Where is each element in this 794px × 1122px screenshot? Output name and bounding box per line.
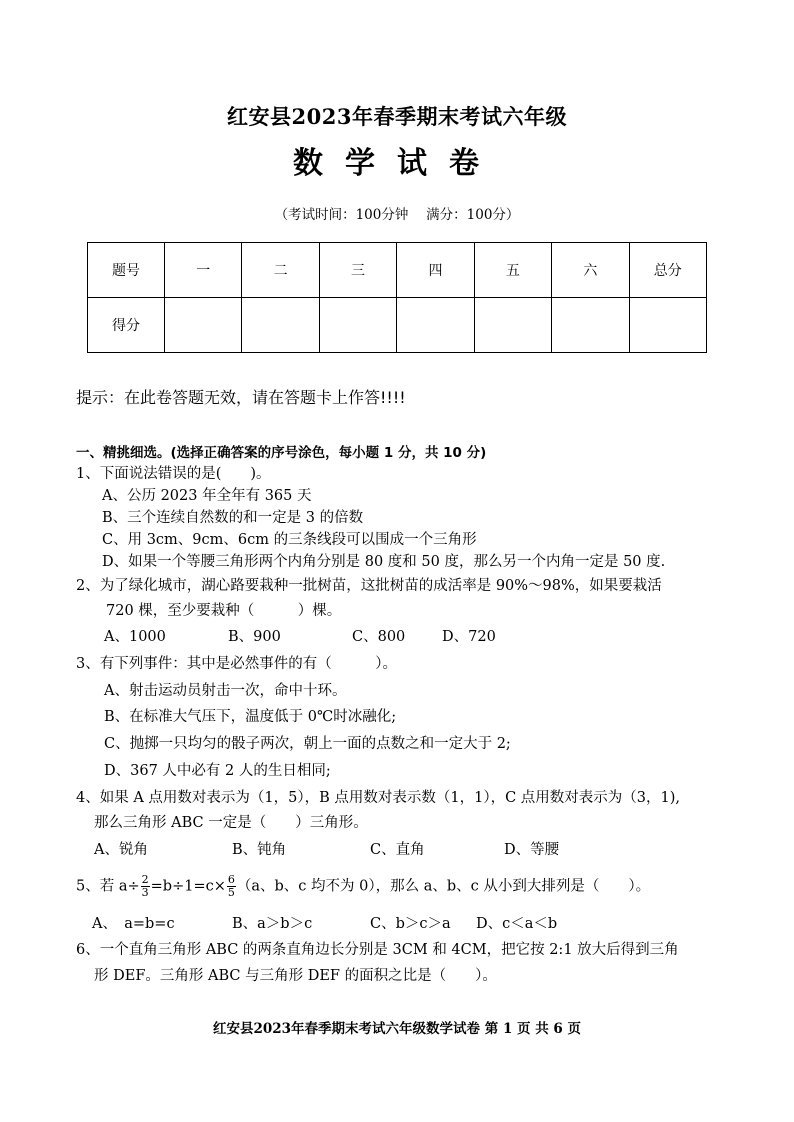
question-5-option-a: A、 a=b=c [92,916,175,932]
question-4-option-c: C、直角 [370,842,425,858]
question-3-option-a: A、射击运动员射击一次，命中十环。 [104,683,347,699]
question-2-stem-line2: 720 棵，至少要栽种（ ）棵。 [106,603,342,619]
fraction-denominator: 3 [141,886,149,899]
question-1-option-b: B、三个连续自然数的和一定是 3 的倍数 [102,510,364,526]
question-4-option-d: D、等腰 [504,842,560,858]
fraction [141,874,150,899]
question-5-option-d: D、c＜a＜b [476,916,558,932]
score-table-cell: 四 [397,243,474,298]
fraction-denominator: 5 [227,886,235,899]
score-table-cell: 得分 [88,298,165,353]
question-2-stem-line1: 2、为了绿化城市，湖心路要栽种一批树苗，这批树苗的成活率是 90%～98%，如果要栽活 [76,578,662,594]
score-input-cell [629,298,706,353]
question-5-stem [76,874,650,899]
question-2-option-b: B、900 [228,629,281,645]
answer-hint: 提示：在此卷答题无效，请在答题卡上作答!!!! [76,388,406,407]
question-5-suffix: （a、b、c 均不为 0），那么 a、b、c 从小到大排列是（ ）。 [236,878,651,895]
question-3-option-c: C、抛掷一只均匀的骰子两次，朝上一面的点数之和一定大于 2; [104,736,511,752]
fraction-numerator: 6 [227,873,235,886]
question-1-option-a: A、公历 2023 年全年有 365 天 [102,488,312,504]
question-4-stem-line1: 4、如果 A 点用数对表示为（1，5），B 点用数对表示数（1，1），C 点用数对表示为（3，1), [76,790,680,806]
score-table-score-row [88,298,707,353]
question-5-option-b: B、a＞b＞c [232,916,313,932]
score-table [87,242,707,353]
question-2-option-c: C、800 [352,629,406,645]
exam-title-subject: 数学试卷 [293,146,501,181]
question-4-option-b: B、钝角 [232,842,287,858]
question-5-middle: =b÷1=c× [150,878,226,895]
question-1-stem: 1、下面说法错误的是( )。 [76,466,271,482]
score-table-cell: 一 [165,243,242,298]
question-1-option-d: D、如果一个等腰三角形两个内角分别是 80 度和 50 度，那么另一个内角一定是 50 度. [102,554,666,570]
question-5-option-c: C、b＞c＞a [370,916,451,932]
score-input-cell [397,298,474,353]
question-6-stem-line1: 6、一个直角三角形 ABC 的两条直角边长分别是 3CM 和 4CM，把它按 2:1 放大后得到三角 [76,942,679,958]
score-input-cell [474,298,551,353]
question-5-prefix: 5、若 a÷ [76,878,140,895]
fraction [227,874,236,899]
score-table-cell: 五 [474,243,551,298]
question-3-option-b: B、在标准大气压下，温度低于 0℃时冰融化; [104,709,397,725]
exam-info: （考试时间：100分钟 满分：100分） [274,207,520,223]
score-table-cell: 六 [552,243,629,298]
page-footer: 红安县2023年春季期末考试六年级数学试卷 第 1 页 共 6 页 [212,1021,582,1037]
score-input-cell [242,298,319,353]
score-table-cell: 三 [319,243,396,298]
question-3-stem: 3、有下列事件：其中是必然事件的有（ ）。 [76,656,397,672]
score-table-header-row [88,243,707,298]
section-heading: 一、精挑细选。(选择正确答案的序号涂色，每小题 1 分，共 10 分) [76,445,487,461]
question-2-option-a: A、1000 [104,629,166,645]
score-table-cell: 题号 [88,243,165,298]
exam-title-line1: 红安县2023年春季期末考试六年级 [227,104,567,129]
question-4-option-a: A、锐角 [94,842,148,858]
question-6-stem-line2: 形 DEF。三角形 ABC 与三角形 DEF 的面积之比是（ ）。 [94,968,497,984]
score-table-cell: 二 [242,243,319,298]
score-input-cell [552,298,629,353]
question-1-option-c: C、用 3cm、9cm、6cm 的三条线段可以围成一个三角形 [102,532,477,548]
score-table-cell: 总分 [629,243,706,298]
score-input-cell [165,298,242,353]
fraction-numerator: 2 [141,873,149,886]
question-2-option-d: D、720 [442,629,496,645]
score-input-cell [319,298,396,353]
question-3-option-d: D、367 人中必有 2 人的生日相同; [104,763,331,779]
question-4-stem-line2: 那么三角形 ABC 一定是（ ）三角形。 [94,815,368,831]
